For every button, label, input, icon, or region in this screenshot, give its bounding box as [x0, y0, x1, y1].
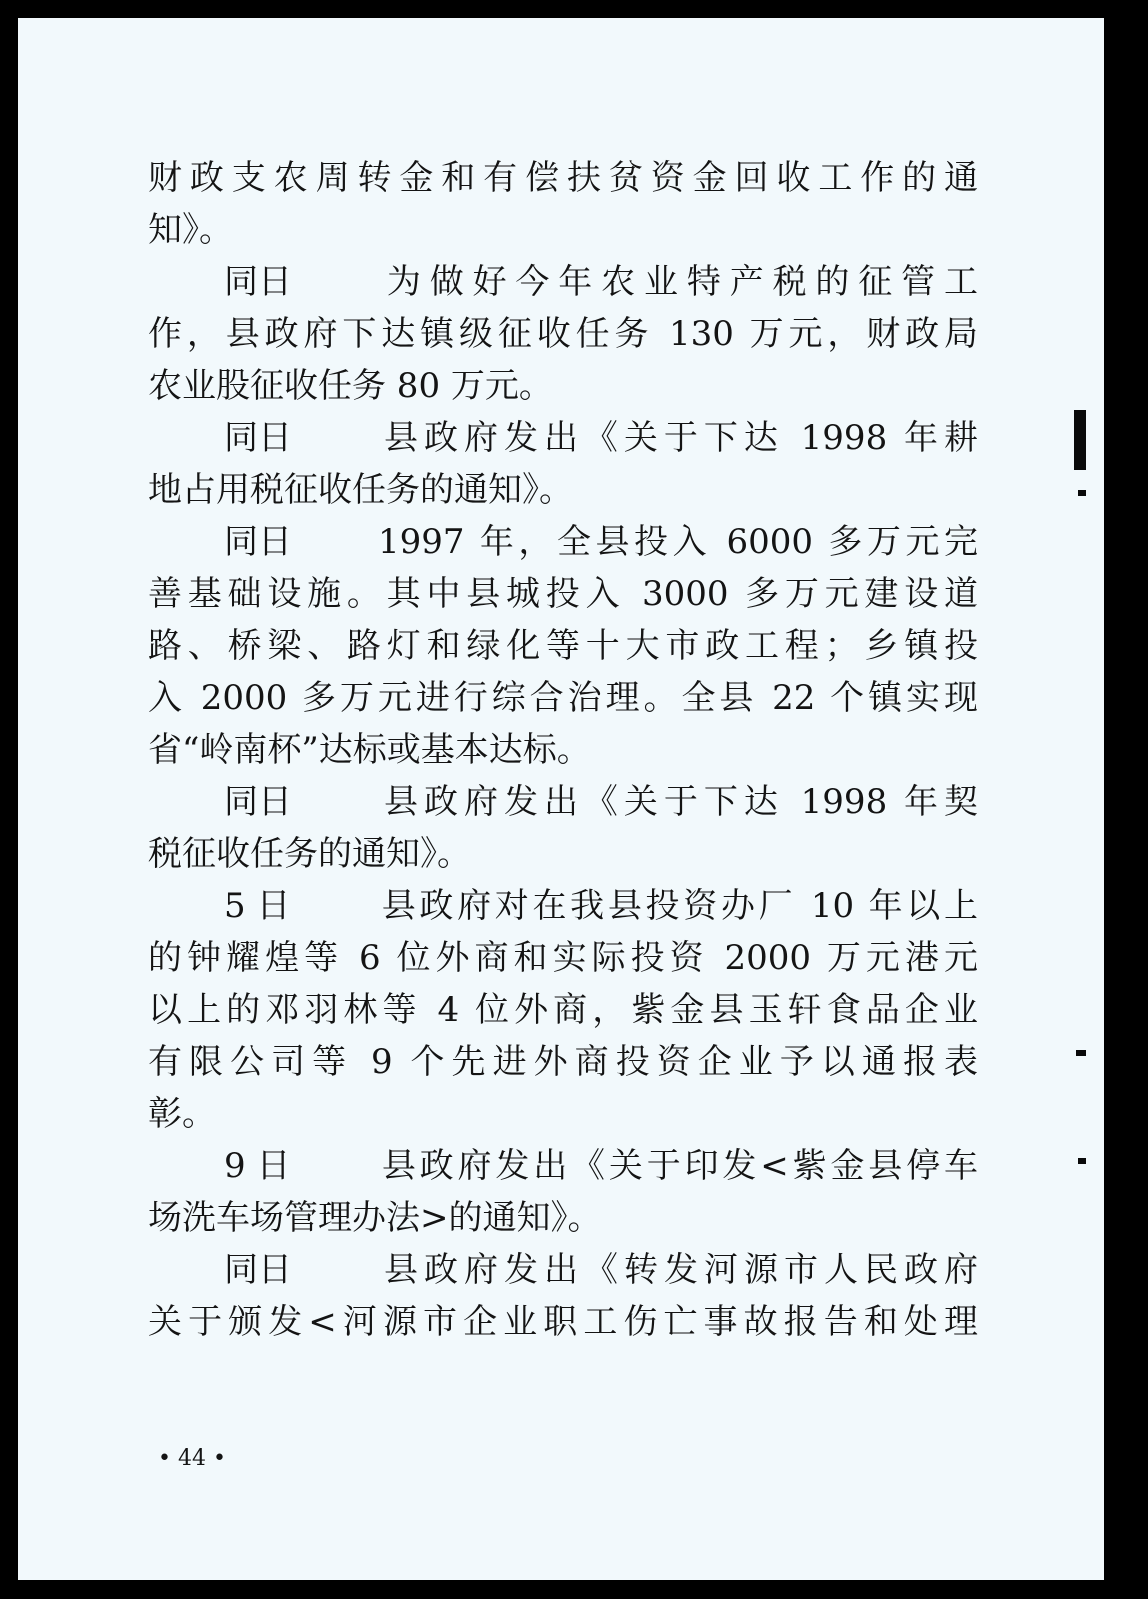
binding-mark	[1078, 1158, 1086, 1164]
text-line: 财政支农周转金和有偿扶贫资金回收工作的通	[148, 158, 978, 198]
entry-date: 同日	[224, 522, 292, 562]
entry-line	[148, 1244, 978, 1296]
entry-date: 同日	[224, 418, 292, 458]
text-line: 善基础设施。其中县城投入 3000 多万元建设道	[148, 574, 978, 614]
text-line: 以上的邓羽林等 4 位外商，紫金县玉轩食品企业	[148, 990, 978, 1030]
entry-line	[148, 412, 978, 464]
entry-line	[148, 1140, 978, 1192]
text-line: 有限公司等 9 个先进外商投资企业予以通报表	[148, 1042, 978, 1082]
text-line: 知》。	[148, 210, 233, 250]
text-line: 税征收任务的通知》。	[148, 834, 471, 874]
binding-mark	[1074, 410, 1086, 470]
entry-date: 同日	[224, 262, 292, 302]
text-line: 场洗车场管理办法>的通知》。	[148, 1198, 602, 1238]
entry-line	[148, 880, 978, 932]
binding-mark	[1078, 490, 1086, 496]
text-line: 地占用税征收任务的通知》。	[148, 470, 573, 510]
text-line: 路、桥梁、路灯和绿化等十大市政工程；乡镇投	[148, 626, 978, 666]
entry-text: 为做好今年农业特产税的征管工	[378, 262, 978, 302]
page-number: • 44 •	[158, 1446, 226, 1471]
entry-text: 县政府发出《关于下达 1998 年契	[378, 782, 978, 822]
entry-date: 9 日	[224, 1146, 291, 1186]
entry-line	[148, 776, 978, 828]
text-line: 彰。	[148, 1094, 216, 1134]
text-line: 农业股征收任务 80 万元。	[148, 366, 553, 406]
entry-date: 同日	[224, 1250, 292, 1290]
text-line: 入 2000 多万元进行综合治理。全县 22 个镇实现	[148, 678, 978, 718]
text-line: 的钟耀煌等 6 位外商和实际投资 2000 万元港元	[148, 938, 978, 978]
entry-text: 1997 年，全县投入 6000 多万元完	[378, 522, 978, 562]
binding-mark	[1076, 1050, 1086, 1056]
entry-text: 县政府发出《关于印发<紫金县停车	[378, 1146, 978, 1186]
entry-date: 同日	[224, 782, 292, 822]
text-line: 关于颁发<河源市企业职工伤亡事故报告和处理	[148, 1302, 978, 1342]
entry-text: 县政府发出《关于下达 1998 年耕	[378, 418, 978, 458]
text-line: 省“岭南杯”达标或基本达标。	[148, 730, 591, 770]
entry-line	[148, 516, 978, 568]
body-text	[148, 152, 978, 1348]
document-page	[18, 18, 1104, 1580]
entry-text: 县政府对在我县投资办厂 10 年以上	[378, 886, 978, 926]
text-line: 作，县政府下达镇级征收任务 130 万元，财政局	[148, 314, 978, 354]
entry-line	[148, 256, 978, 308]
entry-text: 县政府发出《转发河源市人民政府	[378, 1250, 978, 1290]
entry-date: 5 日	[224, 886, 291, 926]
